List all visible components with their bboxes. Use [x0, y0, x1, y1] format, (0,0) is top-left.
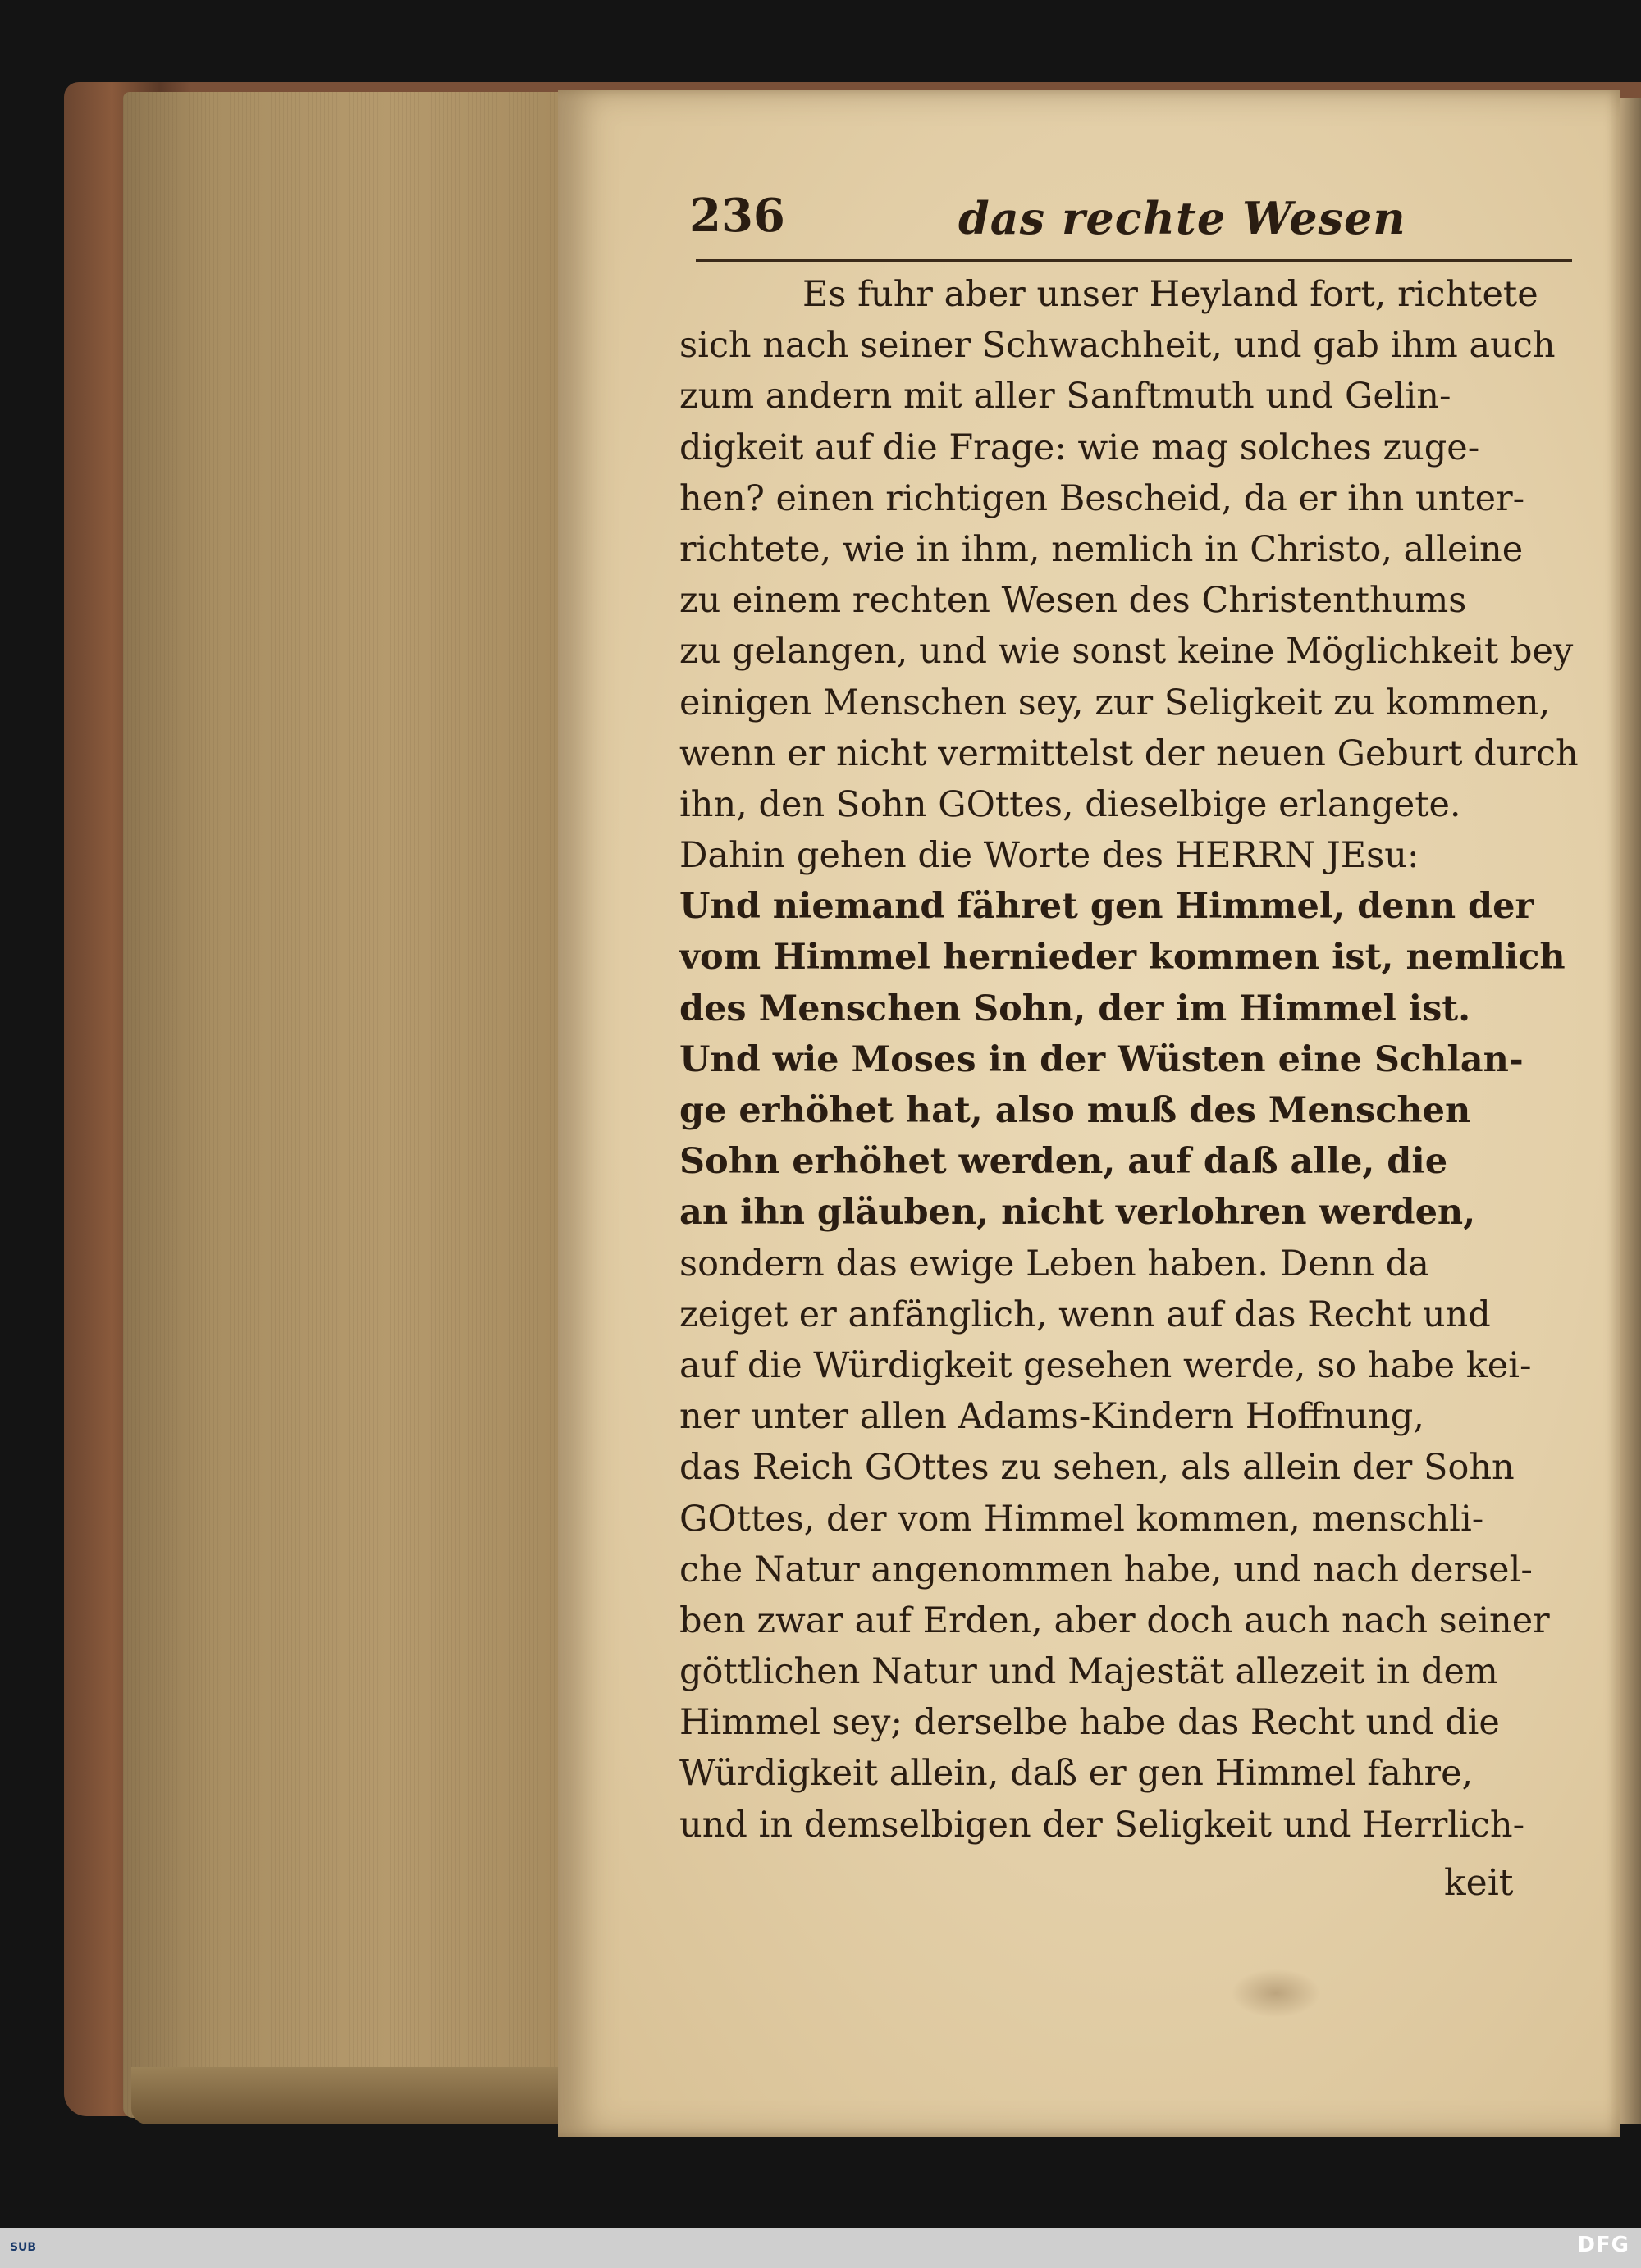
page-number: 236	[689, 189, 785, 243]
page-stain	[1231, 1969, 1321, 2018]
text-line: ihn, den Sohn GOttes, dieselbige erlangete.	[679, 783, 1461, 825]
text-line: ner unter allen Adams-Kindern Hoffnung,	[679, 1396, 1424, 1438]
text-line: auf die Würdigkeit gesehen werde, so habe kei-	[679, 1344, 1532, 1386]
text-line: digkeit auf die Frage: wie mag solches zuge-	[679, 427, 1480, 468]
text-line: zu einem rechten Wesen des Christenthums	[679, 580, 1467, 622]
text-line: an ihn gläuben, nicht verlohren werden,	[679, 1192, 1476, 1234]
text-line: und in demselbigen der Seligkeit und Herrlich-	[679, 1804, 1525, 1846]
body-text	[679, 269, 1580, 1850]
text-line: einigen Menschen sey, zur Seligkeit zu kommen,	[679, 682, 1551, 723]
text-line: Und wie Moses in der Wüsten eine Schlan-	[679, 1038, 1524, 1080]
text-line: Sohn erhöhet werden, auf daß alle, die	[679, 1141, 1448, 1183]
text-line: wenn er nicht vermittelst der neuen Geburt durch	[679, 732, 1579, 774]
text-line: Dahin gehen die Worte des HERRN JEsu:	[679, 835, 1419, 877]
text-line: zeiget er anfänglich, wenn auf das Recht und	[679, 1294, 1491, 1335]
text-line: ge erhöhet hat, also muß des Menschen	[679, 1090, 1471, 1131]
text-line: ben zwar auf Erden, aber doch auch nach seiner	[679, 1599, 1550, 1641]
footer-bar	[0, 2228, 1641, 2268]
text-line: des Menschen Sohn, der im Himmel ist.	[679, 988, 1471, 1029]
running-title: das rechte Wesen	[958, 192, 1406, 244]
text-line: Es fuhr aber unser Heyland fort, richtete	[802, 274, 1538, 315]
text-line: Himmel sey; derselbe habe das Recht und die	[679, 1702, 1500, 1744]
page-header	[688, 182, 1574, 248]
page-edges	[123, 92, 566, 2118]
text-line: zum andern mit aller Sanftmuth und Gelin-	[679, 376, 1451, 418]
library-logo-icon: SUB	[9, 2241, 37, 2254]
text-line: richtete, wie in ihm, nemlich in Christo, alleine	[679, 528, 1524, 570]
text-line: GOttes, der vom Himmel kommen, menschli-	[679, 1498, 1484, 1540]
right-page-edge	[1620, 98, 1641, 2124]
text-line: che Natur angenommen habe, und nach dersel-	[679, 1549, 1533, 1590]
text-line: sondern das ewige Leben haben. Denn da	[679, 1243, 1429, 1285]
page-edges-bottom	[131, 2067, 591, 2124]
dfg-logo: DFG	[1577, 2233, 1630, 2257]
header-rule	[696, 259, 1572, 262]
text-line: zu gelangen, und wie sonst keine Möglichkeit bey	[679, 631, 1574, 673]
text-line: göttlichen Natur und Majestät allezeit in dem	[679, 1651, 1498, 1693]
text-line: vom Himmel hernieder kommen ist, nemlich	[679, 937, 1566, 979]
text-line: das Reich GOttes zu sehen, als allein der Sohn	[679, 1447, 1515, 1489]
catchword: keit	[1444, 1862, 1514, 1904]
text-line: Würdigkeit allein, daß er gen Himmel fahre,	[679, 1753, 1474, 1795]
text-line: hen? einen richtigen Bescheid, da er ihn unter-	[679, 477, 1525, 519]
text-line: sich nach seiner Schwachheit, und gab ihm auch	[679, 325, 1556, 367]
text-line: Und niemand fähret gen Himmel, denn der	[679, 886, 1534, 928]
